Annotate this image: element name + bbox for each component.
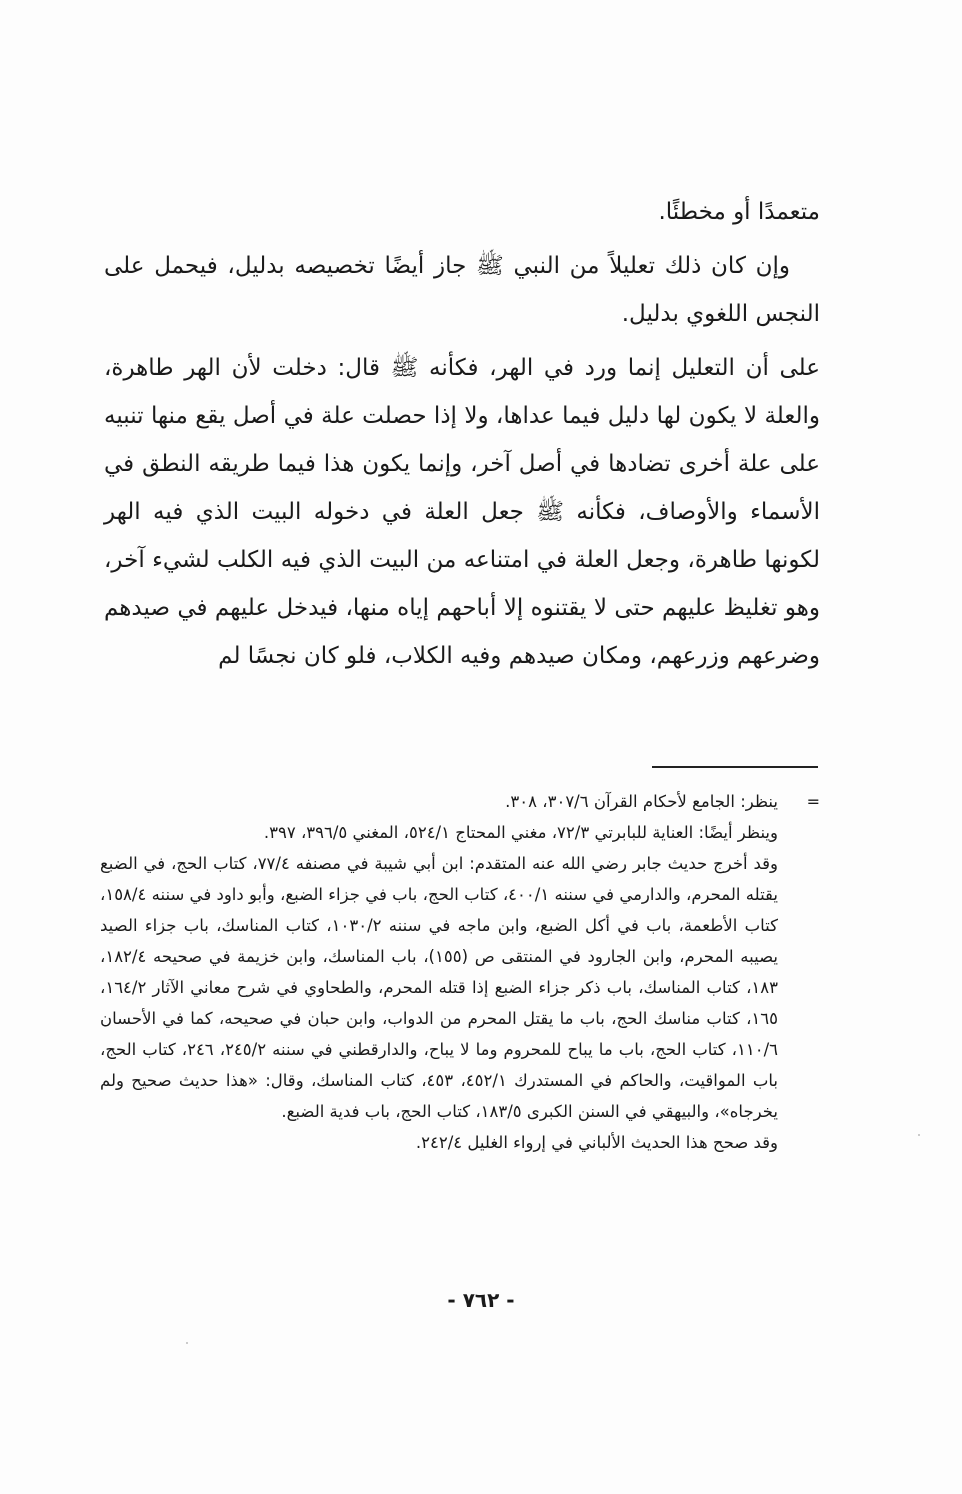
main-paragraph: متعمدًا أو مخطئًا. (658, 199, 820, 225)
main-paragraph: وإن كان ذلك تعليلاً من النبي ﷺ جاز أيضًا تخصيصه بدليل، فيحمل على النجس اللغوي بدليل. (104, 253, 820, 327)
footnote-line (100, 786, 820, 817)
footnote-text: ينظر: الجامع لأحكام القرآن ٣٠٧/٦، ٣٠٨. (505, 792, 778, 811)
footnote-line: وينظر أيضًا: العناية للبابرتي ٧٢/٣، مغني المحتاج ٥٢٤/١، المغني ٣٩٦/٥، ٣٩٧. (263, 823, 778, 842)
scan-speck (918, 1134, 920, 1136)
footnote-separator (652, 766, 818, 768)
footnotes (100, 786, 820, 1158)
footnote-line: وقد أخرج حديث جابر رضي الله عنه المتقدم: ابن أبي شيبة في مصنفه ٧٧/٤، كتاب الحج، في الضبع يقتله المحرم، والدارمي في سننه ٤٠٠/١، كتاب الحج، باب في جزاء الضبع، وأبو داود في سننه ١٥٨/٤، كتاب الأطعمة، باب في أكل الضبع، وابن ماجه في سننه ١٠٣٠/٢، كتاب المناسك، باب جزاء الصيد يصيبه المحرم، وابن الجارود في المنتقى ص (١٥٥)، باب المناسك، وابن خزيمة في صحيحه ١٨٢/٤، ١٨٣، كتاب المناسك، باب ذكر جزاء الضبع إذا قتله المحرم، والطحاوي في شرح معاني الآثار ١٦٤/٢، ١٦٥، كتاب مناسك الحج، باب ما يقتل المحرم من الدواب، وابن حبان في صحيحه، كما في الأحسان ١١٠/٦، كتاب الحج، باب ما يباح للمحروم وما لا يباح، والدارقطني في سننه ٢٤٥/٢، ٢٤٦، كتاب الحج، باب المواقيت، والحاكم في المستدرك ٤٥٢/١، ٤٥٣، كتاب المناسك، وقال: «هذا حديث صحيح ولم يخرجاه»، والبيهقي في السنن الكبرى ١٨٣/٥، كتاب الحج، باب فدية الضبع. (100, 854, 779, 1121)
scan-speck (186, 1342, 188, 1344)
continuation-mark: = (806, 792, 820, 811)
footnote-line: وقد صحح هذا الحديث الألباني في إرواء الغليل ٢٤٢/٤. (415, 1133, 778, 1152)
page-number: - ٧٦٢ - (447, 1288, 515, 1312)
main-text (104, 188, 820, 686)
main-paragraph: على أن التعليل إنما ورد في الهر، فكأنه ﷺ قال: دخلت لأن الهر طاهرة، والعلة لا يكون لها دليل فيما عداها، ولا إذا حصلت علة في أصل يقع منها تنبيه على علة أخرى تضادها في أصل آخر، وإنما يكون هذا فيما طريقه النطق في الأسماء والأوصاف، فكأنه ﷺ جعل العلة في دخوله البيت الذي فيه الهر لكونها طاهرة، وجعل العلة في امتناعه من البيت الذي فيه الكلب لشيء آخر، وهو تغليظ عليهم حتى لا يقتنوه إلا أباحهم إياه منها، فيدخل عليهم في صيدهم وضرعهم وزرعهم، ومكان صيدهم وفيه الكلاب، فلو كان نجسًا لم (104, 355, 820, 669)
